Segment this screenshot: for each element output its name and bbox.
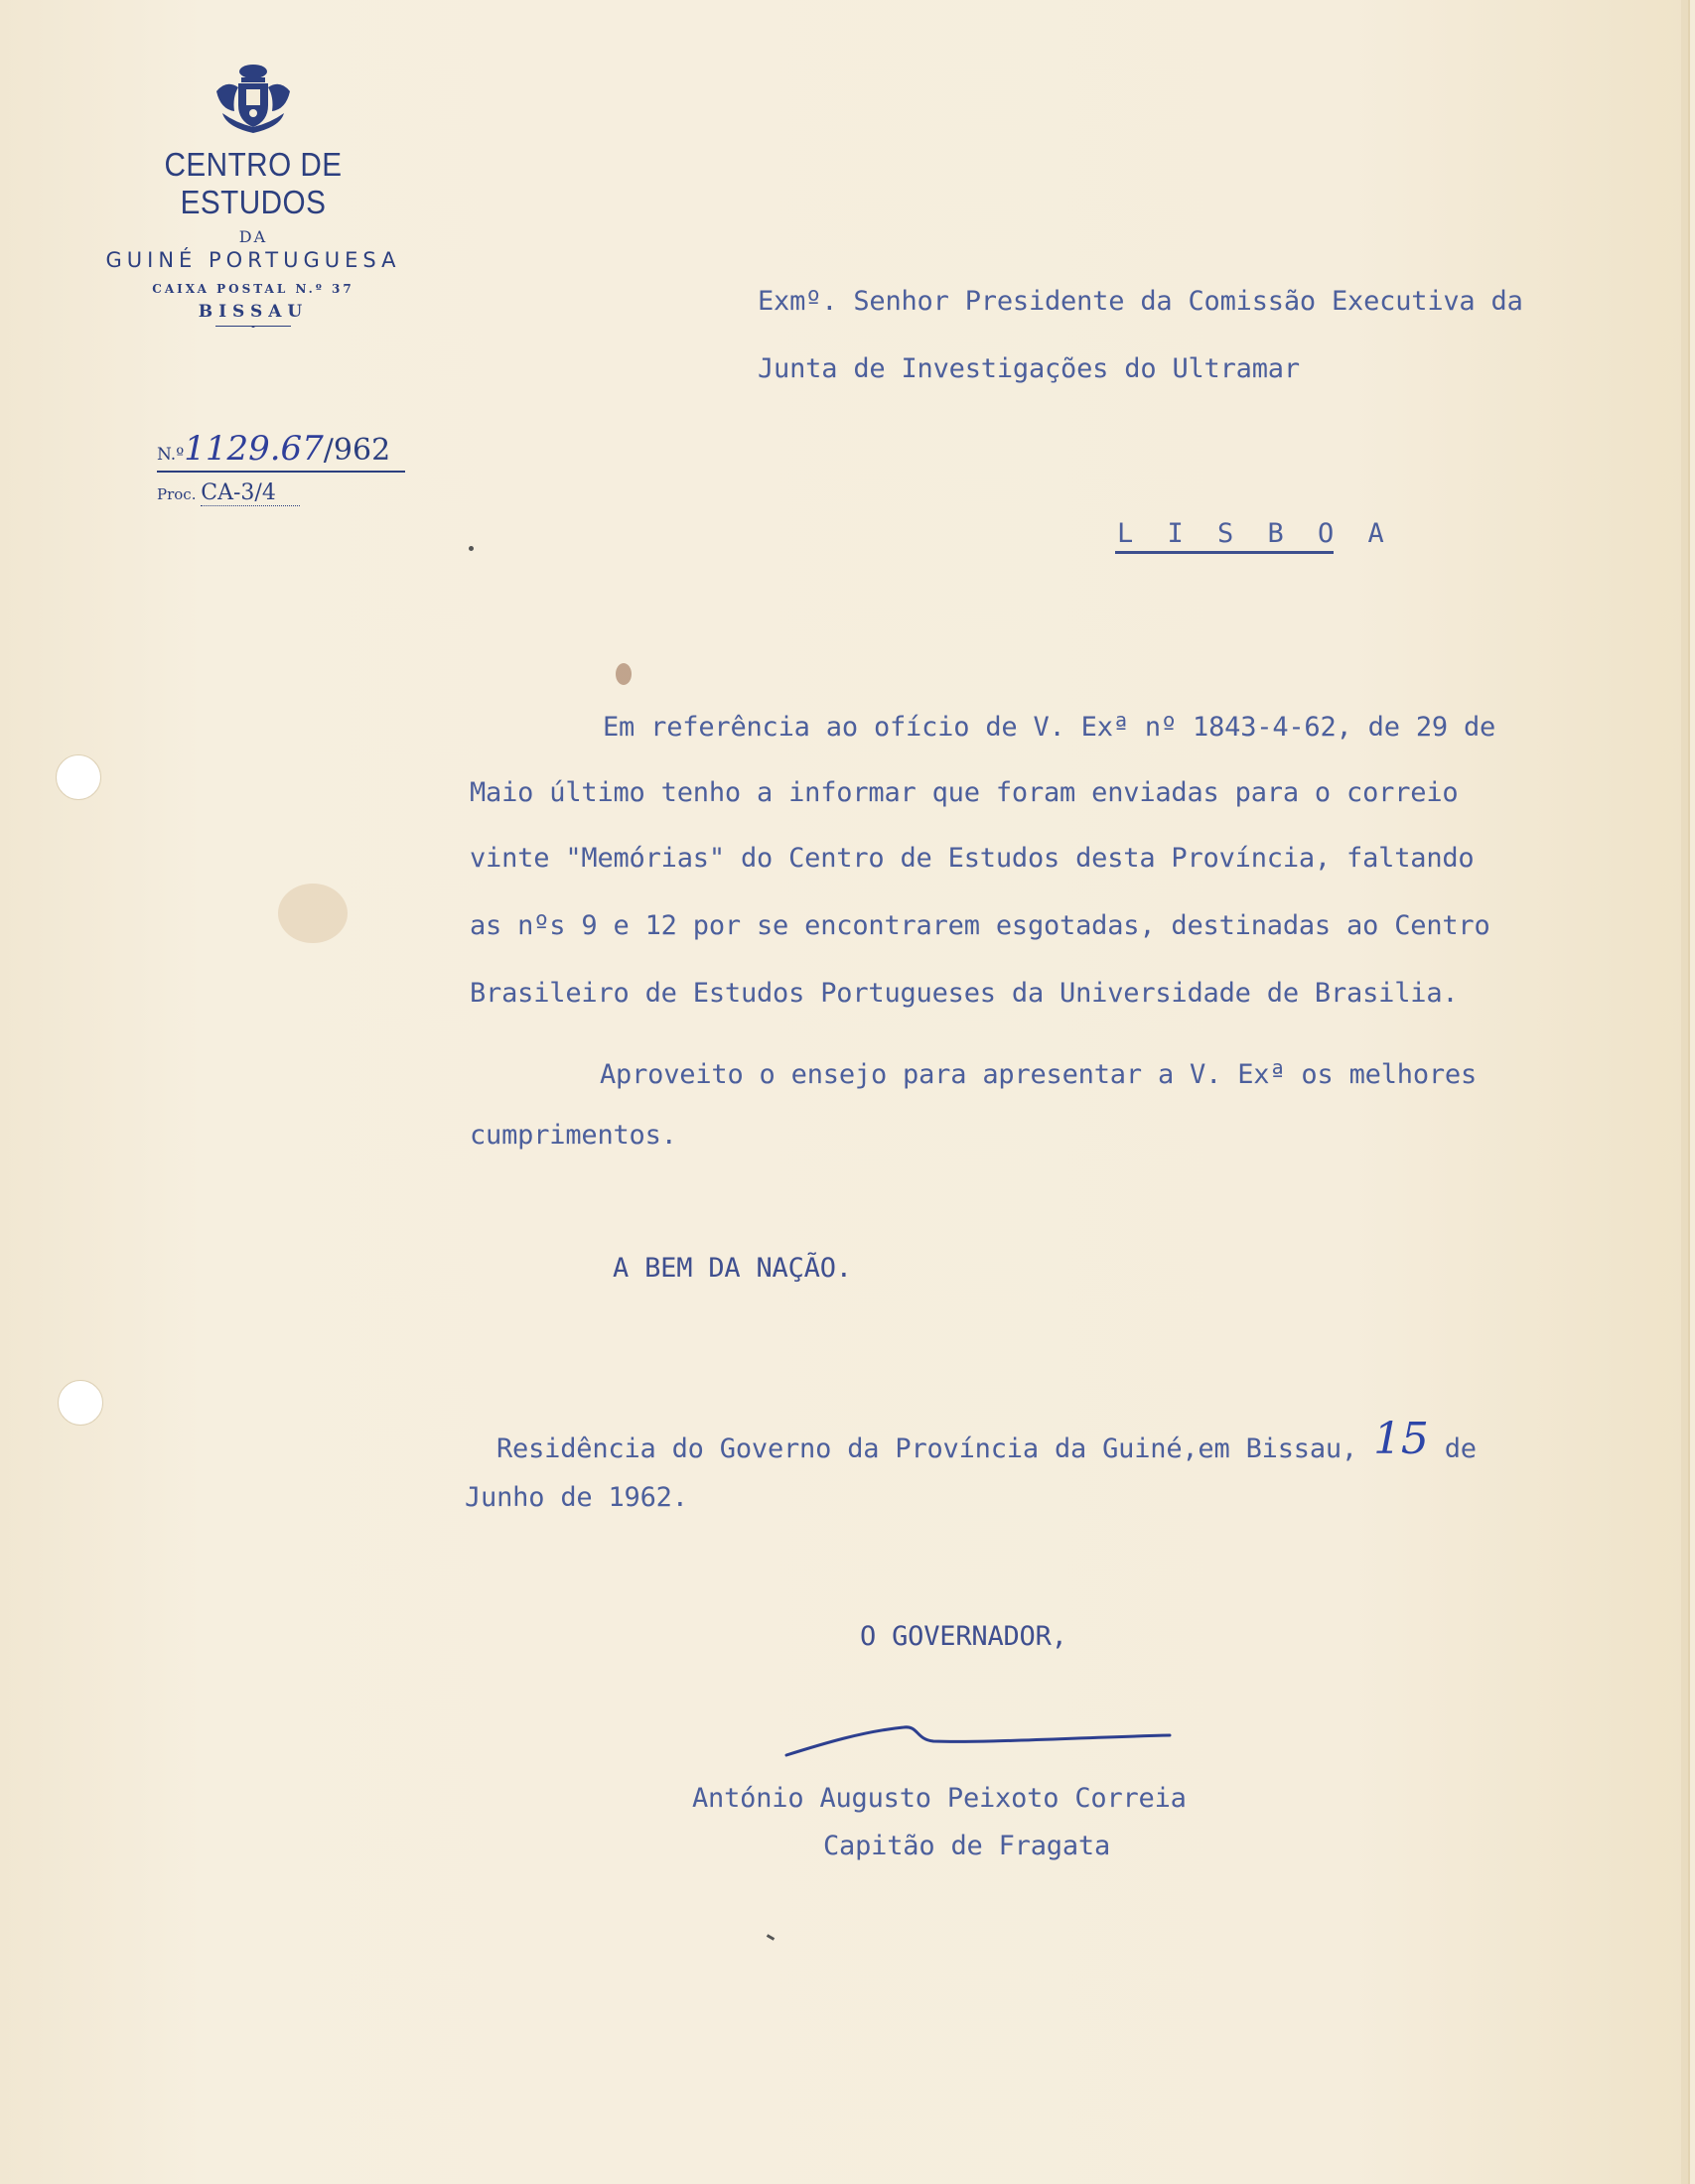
addressee-city-block xyxy=(1117,518,1393,554)
signatory-rank: Capitão de Fragata xyxy=(823,1831,1110,1861)
letterhead-city: BISSAU xyxy=(198,302,309,322)
letterhead-subtitle: GUINÉ PORTUGUESA xyxy=(105,248,401,272)
process-value: CA-3/4 xyxy=(201,480,300,506)
body-paragraph-1-line-5: Brasileiro de Estudos Portugueses da Universidade de Brasilia. xyxy=(470,978,1459,1009)
reference-year: /962 xyxy=(323,433,391,468)
punch-hole-top xyxy=(56,754,101,800)
handwritten-signature xyxy=(784,1717,1172,1757)
signatory-role: O GOVERNADOR, xyxy=(860,1621,1067,1652)
body-paragraph-2-line-1: Aproveito o ensejo para apresentar a V. Exª os melhores xyxy=(600,1059,1478,1090)
letterhead-ornament: ˘ xyxy=(250,325,256,339)
signatory-name: António Augusto Peixoto Correia xyxy=(692,1783,1187,1814)
stray-mark xyxy=(767,1934,775,1941)
paper-edge xyxy=(1681,0,1688,2184)
closing-place-line-2: Junho de 1962. xyxy=(465,1482,688,1513)
closing-place-text: Residência do Governo da Província da Guiné,em Bissau, xyxy=(496,1433,1357,1464)
letterhead-postal: CAIXA POSTAL N.º 37 xyxy=(152,282,354,296)
closing-day-handwritten: 15 xyxy=(1373,1414,1429,1464)
punch-hole-bottom xyxy=(58,1380,103,1426)
addressee-city: L I S B O A xyxy=(1117,518,1393,549)
closing-place-line-1 xyxy=(496,1414,1477,1468)
stain xyxy=(278,884,348,943)
addressee-line-1: Exmº. Senhor Presidente da Comissão Executiva da xyxy=(758,286,1523,317)
process-label: Proc. xyxy=(157,485,197,503)
stray-mark xyxy=(469,546,474,551)
reference-block xyxy=(157,429,405,505)
body-paragraph-1-line-3: vinte "Memórias" do Centro de Estudos desta Província, faltando xyxy=(470,843,1475,874)
closing-motto: A BEM DA NAÇÃO. xyxy=(613,1253,852,1284)
reference-number xyxy=(157,429,405,473)
body-paragraph-1-line-2: Maio último tenho a informar que foram enviadas para o correio xyxy=(470,777,1459,808)
letterhead-title: CENTRO DE ESTUDOS xyxy=(164,146,343,220)
body-paragraph-2-line-2: cumprimentos. xyxy=(470,1120,677,1151)
stain xyxy=(616,663,632,685)
body-paragraph-1-line-1: Em referência ao ofício de V. Exª nº 1843-4-62, de 29 de xyxy=(603,712,1496,743)
coat-of-arms-icon xyxy=(209,62,298,136)
process-reference xyxy=(157,480,405,505)
reference-prefix: N.º xyxy=(157,445,185,465)
reference-handwritten: 1129.67 xyxy=(184,429,324,469)
city-underline xyxy=(1115,551,1334,554)
body-paragraph-1-line-4: as nºs 9 e 12 por se encontrarem esgotadas, destinadas ao Centro xyxy=(470,910,1490,941)
letterhead xyxy=(70,62,437,337)
letterhead-da: DA xyxy=(238,227,268,246)
addressee-line-2: Junta de Investigações do Ultramar xyxy=(758,353,1300,384)
closing-place-de: de xyxy=(1444,1433,1477,1464)
